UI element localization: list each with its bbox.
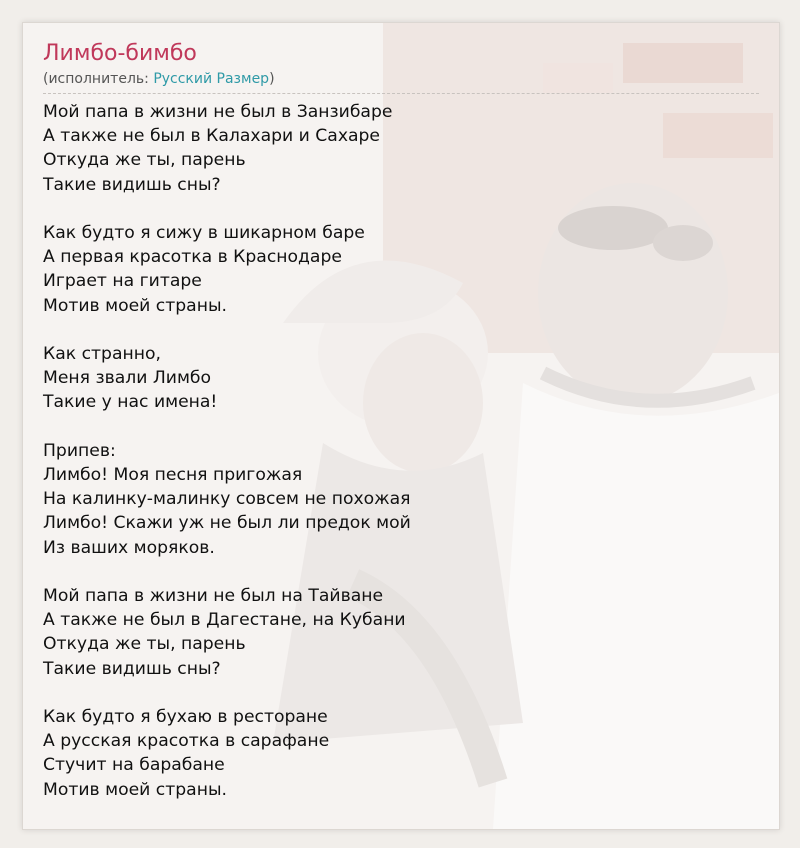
lyrics-line: А также не был в Дагестане, на Кубани: [43, 610, 406, 631]
lyrics-line: Припев:: [43, 440, 116, 461]
lyrics-line: Меня звали Лимбо: [43, 368, 212, 389]
lyrics-stanza: [43, 705, 759, 802]
lyrics-line: Мой папа в жизни не был в Занзибаре: [43, 102, 393, 122]
lyrics-line: Играет на гитаре: [43, 271, 202, 292]
lyrics-line: Такие видишь сны?: [43, 174, 221, 195]
lyrics-line: Из ваших моряков.: [43, 537, 215, 558]
lyrics-line: Как странно,: [43, 344, 161, 364]
lyrics-stanza: [43, 100, 759, 197]
lyrics-line: Мотив моей страны.: [43, 779, 227, 800]
lyrics-stanza: [43, 342, 759, 415]
song-content: [43, 39, 759, 826]
lyrics-line: А первая красотка в Краснодаре: [43, 247, 342, 268]
lyrics-line: Как будто я сижу в шикарном баре: [43, 223, 365, 243]
lyrics-stanza: [43, 584, 759, 681]
lyrics-line: Мой папа в жизни не был на Тайване: [43, 586, 384, 606]
performer-link[interactable]: Русский Размер: [153, 71, 270, 87]
lyrics-line: Стучит на барабане: [43, 755, 225, 776]
performer-suffix: ): [269, 71, 275, 87]
lyrics-line: Откуда же ты, парень: [43, 634, 246, 655]
lyrics-text: [43, 100, 759, 802]
lyrics-line: На калинку-малинку совсем не похожая: [43, 489, 411, 510]
performer-line: [43, 69, 759, 94]
lyrics-line: Лимбо! Моя песня пригожая: [43, 465, 303, 485]
lyrics-stanza: [43, 221, 759, 318]
song-title: Лимбо-бимбо: [43, 41, 197, 66]
lyrics-line: Откуда же ты, парень: [43, 150, 246, 171]
lyrics-line: Такие у нас имена!: [43, 392, 218, 413]
lyrics-line: А также не был в Калахари и Сахаре: [43, 126, 381, 147]
performer-prefix: (исполнитель:: [43, 71, 154, 87]
lyrics-line: А русская красотка в сарафане: [43, 731, 330, 752]
lyrics-line: Лимбо! Скажи уж не был ли предок мой: [43, 513, 411, 534]
lyrics-line: Как будто я бухаю в ресторане: [43, 707, 328, 727]
lyrics-stanza: [43, 439, 759, 560]
lyrics-line: Мотив моей страны.: [43, 295, 227, 316]
lyrics-card: [22, 22, 780, 830]
lyrics-line: Такие видишь сны?: [43, 658, 221, 679]
